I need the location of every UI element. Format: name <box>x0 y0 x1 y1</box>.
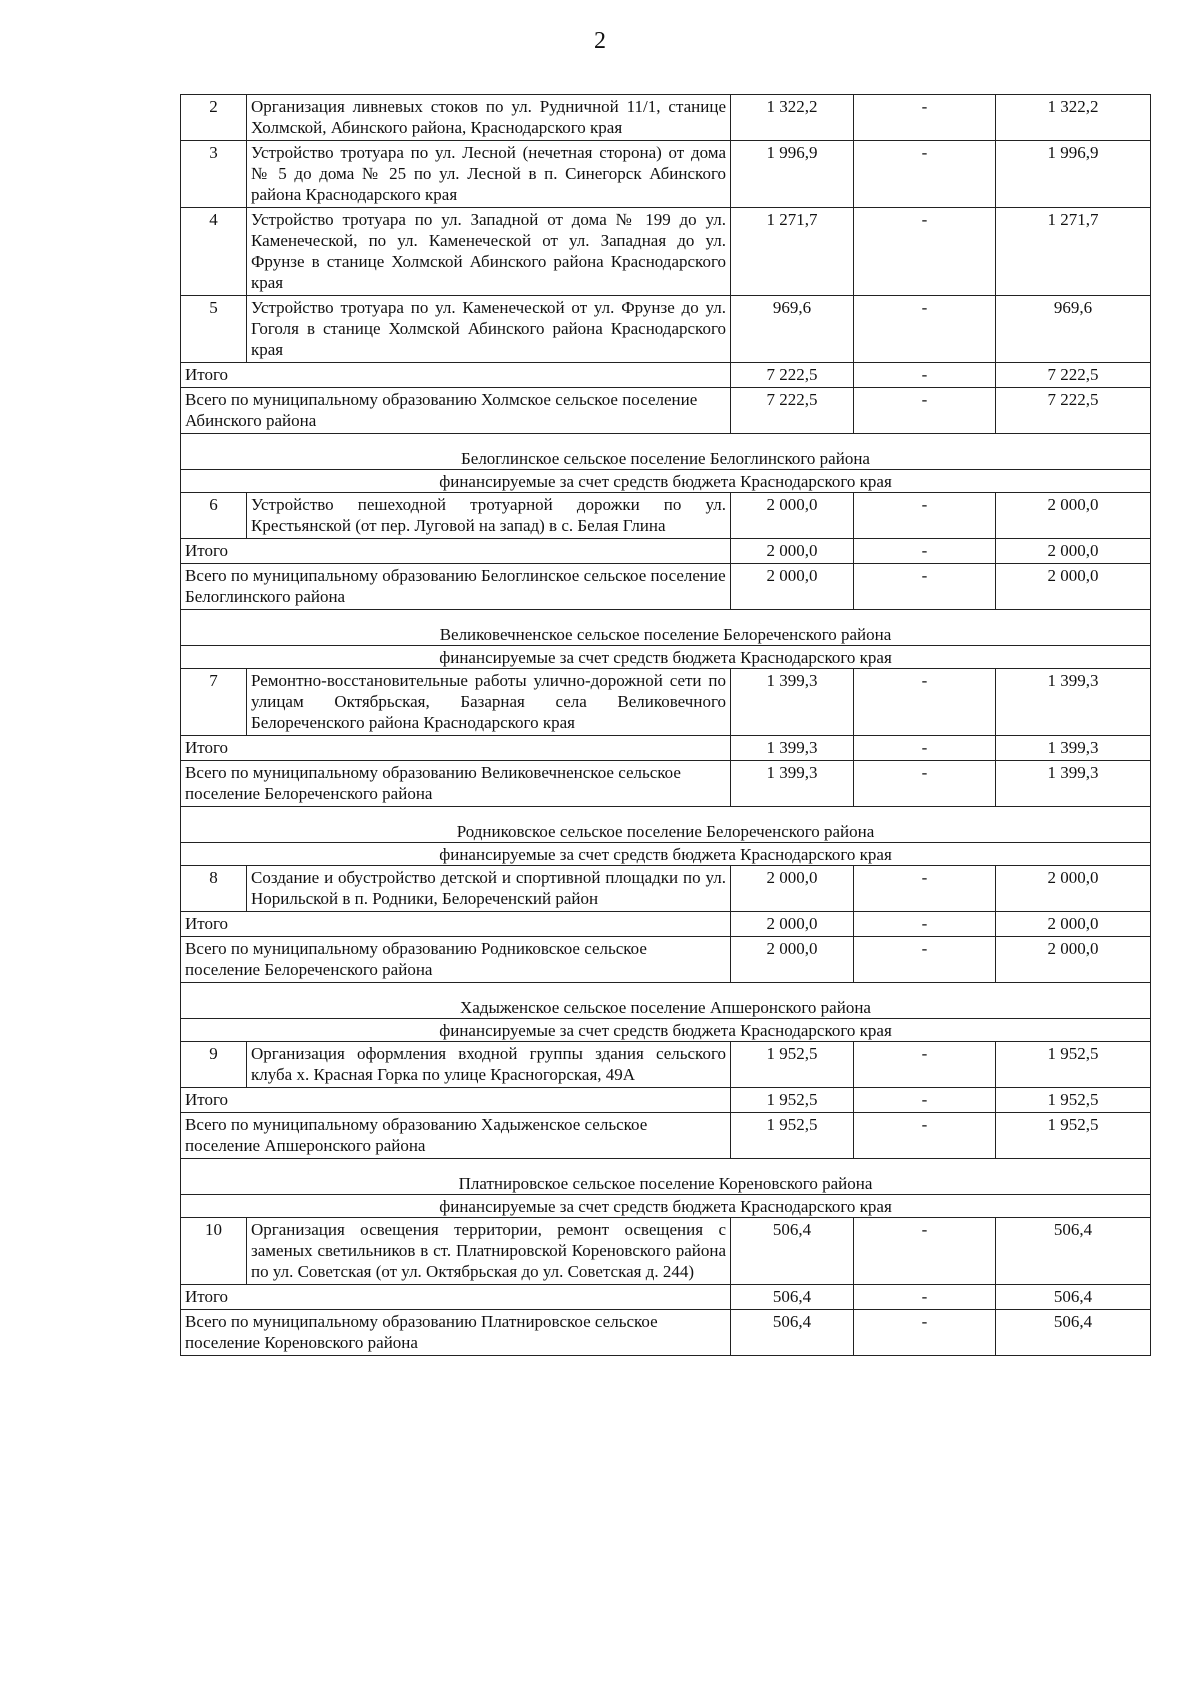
item-total: 1 996,9 <box>731 141 854 208</box>
item-number: 9 <box>181 1042 247 1088</box>
vsego-regional: 506,4 <box>996 1310 1151 1356</box>
section-subtitle-row <box>181 843 1151 866</box>
item-total: 1 399,3 <box>731 669 854 736</box>
vsego-total: 1 399,3 <box>731 761 854 807</box>
item-regional: 1 952,5 <box>996 1042 1151 1088</box>
item-number: 4 <box>181 208 247 296</box>
section-title: Хадыженское сельское поселение Апшеронского района <box>181 983 1151 1019</box>
vsego-label: Всего по муниципальному образованию Холмское сельское поселение Абинского района <box>181 388 731 434</box>
itogo-mid: - <box>854 1088 996 1113</box>
table-row <box>181 493 1151 539</box>
item-description: Устройство тротуара по ул. Западной от дома № 199 до ул. Каменеческой, по ул. Каменеческой от ул. Западная до ул. Фрунзе в станице Холмской Абинского района Краснодарского края <box>247 208 731 296</box>
item-mid: - <box>854 866 996 912</box>
vsego-total: 506,4 <box>731 1310 854 1356</box>
vsego-regional: 7 222,5 <box>996 388 1151 434</box>
vsego-total: 7 222,5 <box>731 388 854 434</box>
item-regional: 2 000,0 <box>996 493 1151 539</box>
item-number: 8 <box>181 866 247 912</box>
itogo-regional: 1 952,5 <box>996 1088 1151 1113</box>
vsego-label: Всего по муниципальному образованию Белоглинское сельское поселение Белоглинского района <box>181 564 731 610</box>
item-total: 2 000,0 <box>731 493 854 539</box>
item-regional: 1 996,9 <box>996 141 1151 208</box>
item-number: 2 <box>181 95 247 141</box>
item-total: 1 322,2 <box>731 95 854 141</box>
item-regional: 1 322,2 <box>996 95 1151 141</box>
vsego-label: Всего по муниципальному образованию Великовечненское сельское поселение Белореченского района <box>181 761 731 807</box>
item-total: 1 952,5 <box>731 1042 854 1088</box>
item-description: Создание и обустройство детской и спортивной площадки по ул. Норильской в п. Родники, Белореченский район <box>247 866 731 912</box>
page-number: 2 <box>594 28 606 54</box>
vsego-label: Всего по муниципальному образованию Платнировское сельское поселение Кореновского района <box>181 1310 731 1356</box>
item-description: Устройство пешеходной тротуарной дорожки по ул. Крестьянской (от пер. Луговой на запад) в с. Белая Глина <box>247 493 731 539</box>
vsego-total: 2 000,0 <box>731 937 854 983</box>
itogo-regional: 1 399,3 <box>996 736 1151 761</box>
section-title: Родниковское сельское поселение Белореченского района <box>181 807 1151 843</box>
table-row <box>181 866 1151 912</box>
itogo-label: Итого <box>181 539 731 564</box>
vsego-row <box>181 1113 1151 1159</box>
section-subtitle-row <box>181 470 1151 493</box>
item-mid: - <box>854 141 996 208</box>
item-description: Устройство тротуара по ул. Каменеческой от ул. Фрунзе до ул. Гоголя в станице Холмской Абинского района Краснодарского края <box>247 296 731 363</box>
vsego-label: Всего по муниципальному образованию Родниковское сельское поселение Белореченского района <box>181 937 731 983</box>
section-subtitle: финансируемые за счет средств бюджета Краснодарского края <box>181 1195 1151 1218</box>
itogo-total: 7 222,5 <box>731 363 854 388</box>
item-regional: 506,4 <box>996 1218 1151 1285</box>
item-total: 969,6 <box>731 296 854 363</box>
vsego-label: Всего по муниципальному образованию Хадыженское сельское поселение Апшеронского района <box>181 1113 731 1159</box>
itogo-row <box>181 736 1151 761</box>
section-title-row <box>181 610 1151 646</box>
section-subtitle: финансируемые за счет средств бюджета Краснодарского края <box>181 1019 1151 1042</box>
item-regional: 2 000,0 <box>996 866 1151 912</box>
item-mid: - <box>854 95 996 141</box>
item-regional: 1 399,3 <box>996 669 1151 736</box>
itogo-regional: 7 222,5 <box>996 363 1151 388</box>
vsego-regional: 1 399,3 <box>996 761 1151 807</box>
table-body <box>181 95 1151 1356</box>
vsego-total: 1 952,5 <box>731 1113 854 1159</box>
item-description: Организация ливневых стоков по ул. Рудничной 11/1, станице Холмской, Абинского района, Краснодарского края <box>247 95 731 141</box>
section-subtitle-row <box>181 646 1151 669</box>
itogo-regional: 506,4 <box>996 1285 1151 1310</box>
table-row <box>181 141 1151 208</box>
itogo-total: 506,4 <box>731 1285 854 1310</box>
vsego-row <box>181 1310 1151 1356</box>
vsego-mid: - <box>854 1113 996 1159</box>
vsego-row <box>181 564 1151 610</box>
table-row <box>181 208 1151 296</box>
item-mid: - <box>854 669 996 736</box>
itogo-row <box>181 363 1151 388</box>
itogo-mid: - <box>854 736 996 761</box>
item-number: 6 <box>181 493 247 539</box>
itogo-mid: - <box>854 1285 996 1310</box>
section-title: Белоглинское сельское поселение Белоглинского района <box>181 434 1151 470</box>
item-mid: - <box>854 208 996 296</box>
vsego-total: 2 000,0 <box>731 564 854 610</box>
vsego-mid: - <box>854 761 996 807</box>
item-description: Организация оформления входной группы здания сельского клуба х. Красная Горка по улице Красногорская, 49А <box>247 1042 731 1088</box>
item-number: 10 <box>181 1218 247 1285</box>
item-mid: - <box>854 1218 996 1285</box>
section-subtitle-row <box>181 1019 1151 1042</box>
itogo-regional: 2 000,0 <box>996 912 1151 937</box>
item-total: 2 000,0 <box>731 866 854 912</box>
table-row <box>181 1218 1151 1285</box>
section-subtitle: финансируемые за счет средств бюджета Краснодарского края <box>181 646 1151 669</box>
vsego-mid: - <box>854 1310 996 1356</box>
vsego-row <box>181 937 1151 983</box>
vsego-regional: 1 952,5 <box>996 1113 1151 1159</box>
table-row <box>181 296 1151 363</box>
item-regional: 1 271,7 <box>996 208 1151 296</box>
vsego-mid: - <box>854 937 996 983</box>
itogo-mid: - <box>854 539 996 564</box>
section-title-row <box>181 1159 1151 1195</box>
itogo-regional: 2 000,0 <box>996 539 1151 564</box>
section-title: Платнировское сельское поселение Кореновского района <box>181 1159 1151 1195</box>
section-title-row <box>181 807 1151 843</box>
item-mid: - <box>854 1042 996 1088</box>
itogo-total: 1 399,3 <box>731 736 854 761</box>
financing-table <box>180 94 1151 1356</box>
table-row <box>181 95 1151 141</box>
itogo-label: Итого <box>181 363 731 388</box>
vsego-mid: - <box>854 564 996 610</box>
item-description: Ремонтно-восстановительные работы улично-дорожной сети по улицам Октябрьская, Базарная села Великовечного Белореченского района Краснодарского края <box>247 669 731 736</box>
item-number: 7 <box>181 669 247 736</box>
itogo-label: Итого <box>181 912 731 937</box>
item-total: 1 271,7 <box>731 208 854 296</box>
item-number: 3 <box>181 141 247 208</box>
itogo-label: Итого <box>181 1285 731 1310</box>
itogo-row <box>181 912 1151 937</box>
itogo-total: 2 000,0 <box>731 539 854 564</box>
item-regional: 969,6 <box>996 296 1151 363</box>
section-title: Великовечненское сельское поселение Белореченского района <box>181 610 1151 646</box>
item-mid: - <box>854 296 996 363</box>
section-title-row <box>181 983 1151 1019</box>
item-total: 506,4 <box>731 1218 854 1285</box>
vsego-regional: 2 000,0 <box>996 564 1151 610</box>
item-description: Организация освещения территории, ремонт освещения с заменых светильников в ст. Платнировской Кореновского района по ул. Советская (от ул. Октябрьская до ул. Советская д. 244) <box>247 1218 731 1285</box>
vsego-regional: 2 000,0 <box>996 937 1151 983</box>
section-subtitle: финансируемые за счет средств бюджета Краснодарского края <box>181 843 1151 866</box>
itogo-total: 1 952,5 <box>731 1088 854 1113</box>
itogo-row <box>181 539 1151 564</box>
vsego-mid: - <box>854 388 996 434</box>
section-title-row <box>181 434 1151 470</box>
itogo-mid: - <box>854 912 996 937</box>
itogo-label: Итого <box>181 1088 731 1113</box>
itogo-row <box>181 1285 1151 1310</box>
section-subtitle-row <box>181 1195 1151 1218</box>
vsego-row <box>181 761 1151 807</box>
itogo-mid: - <box>854 363 996 388</box>
table-row <box>181 1042 1151 1088</box>
vsego-row <box>181 388 1151 434</box>
item-number: 5 <box>181 296 247 363</box>
section-subtitle: финансируемые за счет средств бюджета Краснодарского края <box>181 470 1151 493</box>
item-mid: - <box>854 493 996 539</box>
itogo-row <box>181 1088 1151 1113</box>
itogo-label: Итого <box>181 736 731 761</box>
table-row <box>181 669 1151 736</box>
item-description: Устройство тротуара по ул. Лесной (нечетная сторона) от дома № 5 до дома № 25 по ул. Лесной в п. Синегорск Абинского района Краснодарского края <box>247 141 731 208</box>
itogo-total: 2 000,0 <box>731 912 854 937</box>
